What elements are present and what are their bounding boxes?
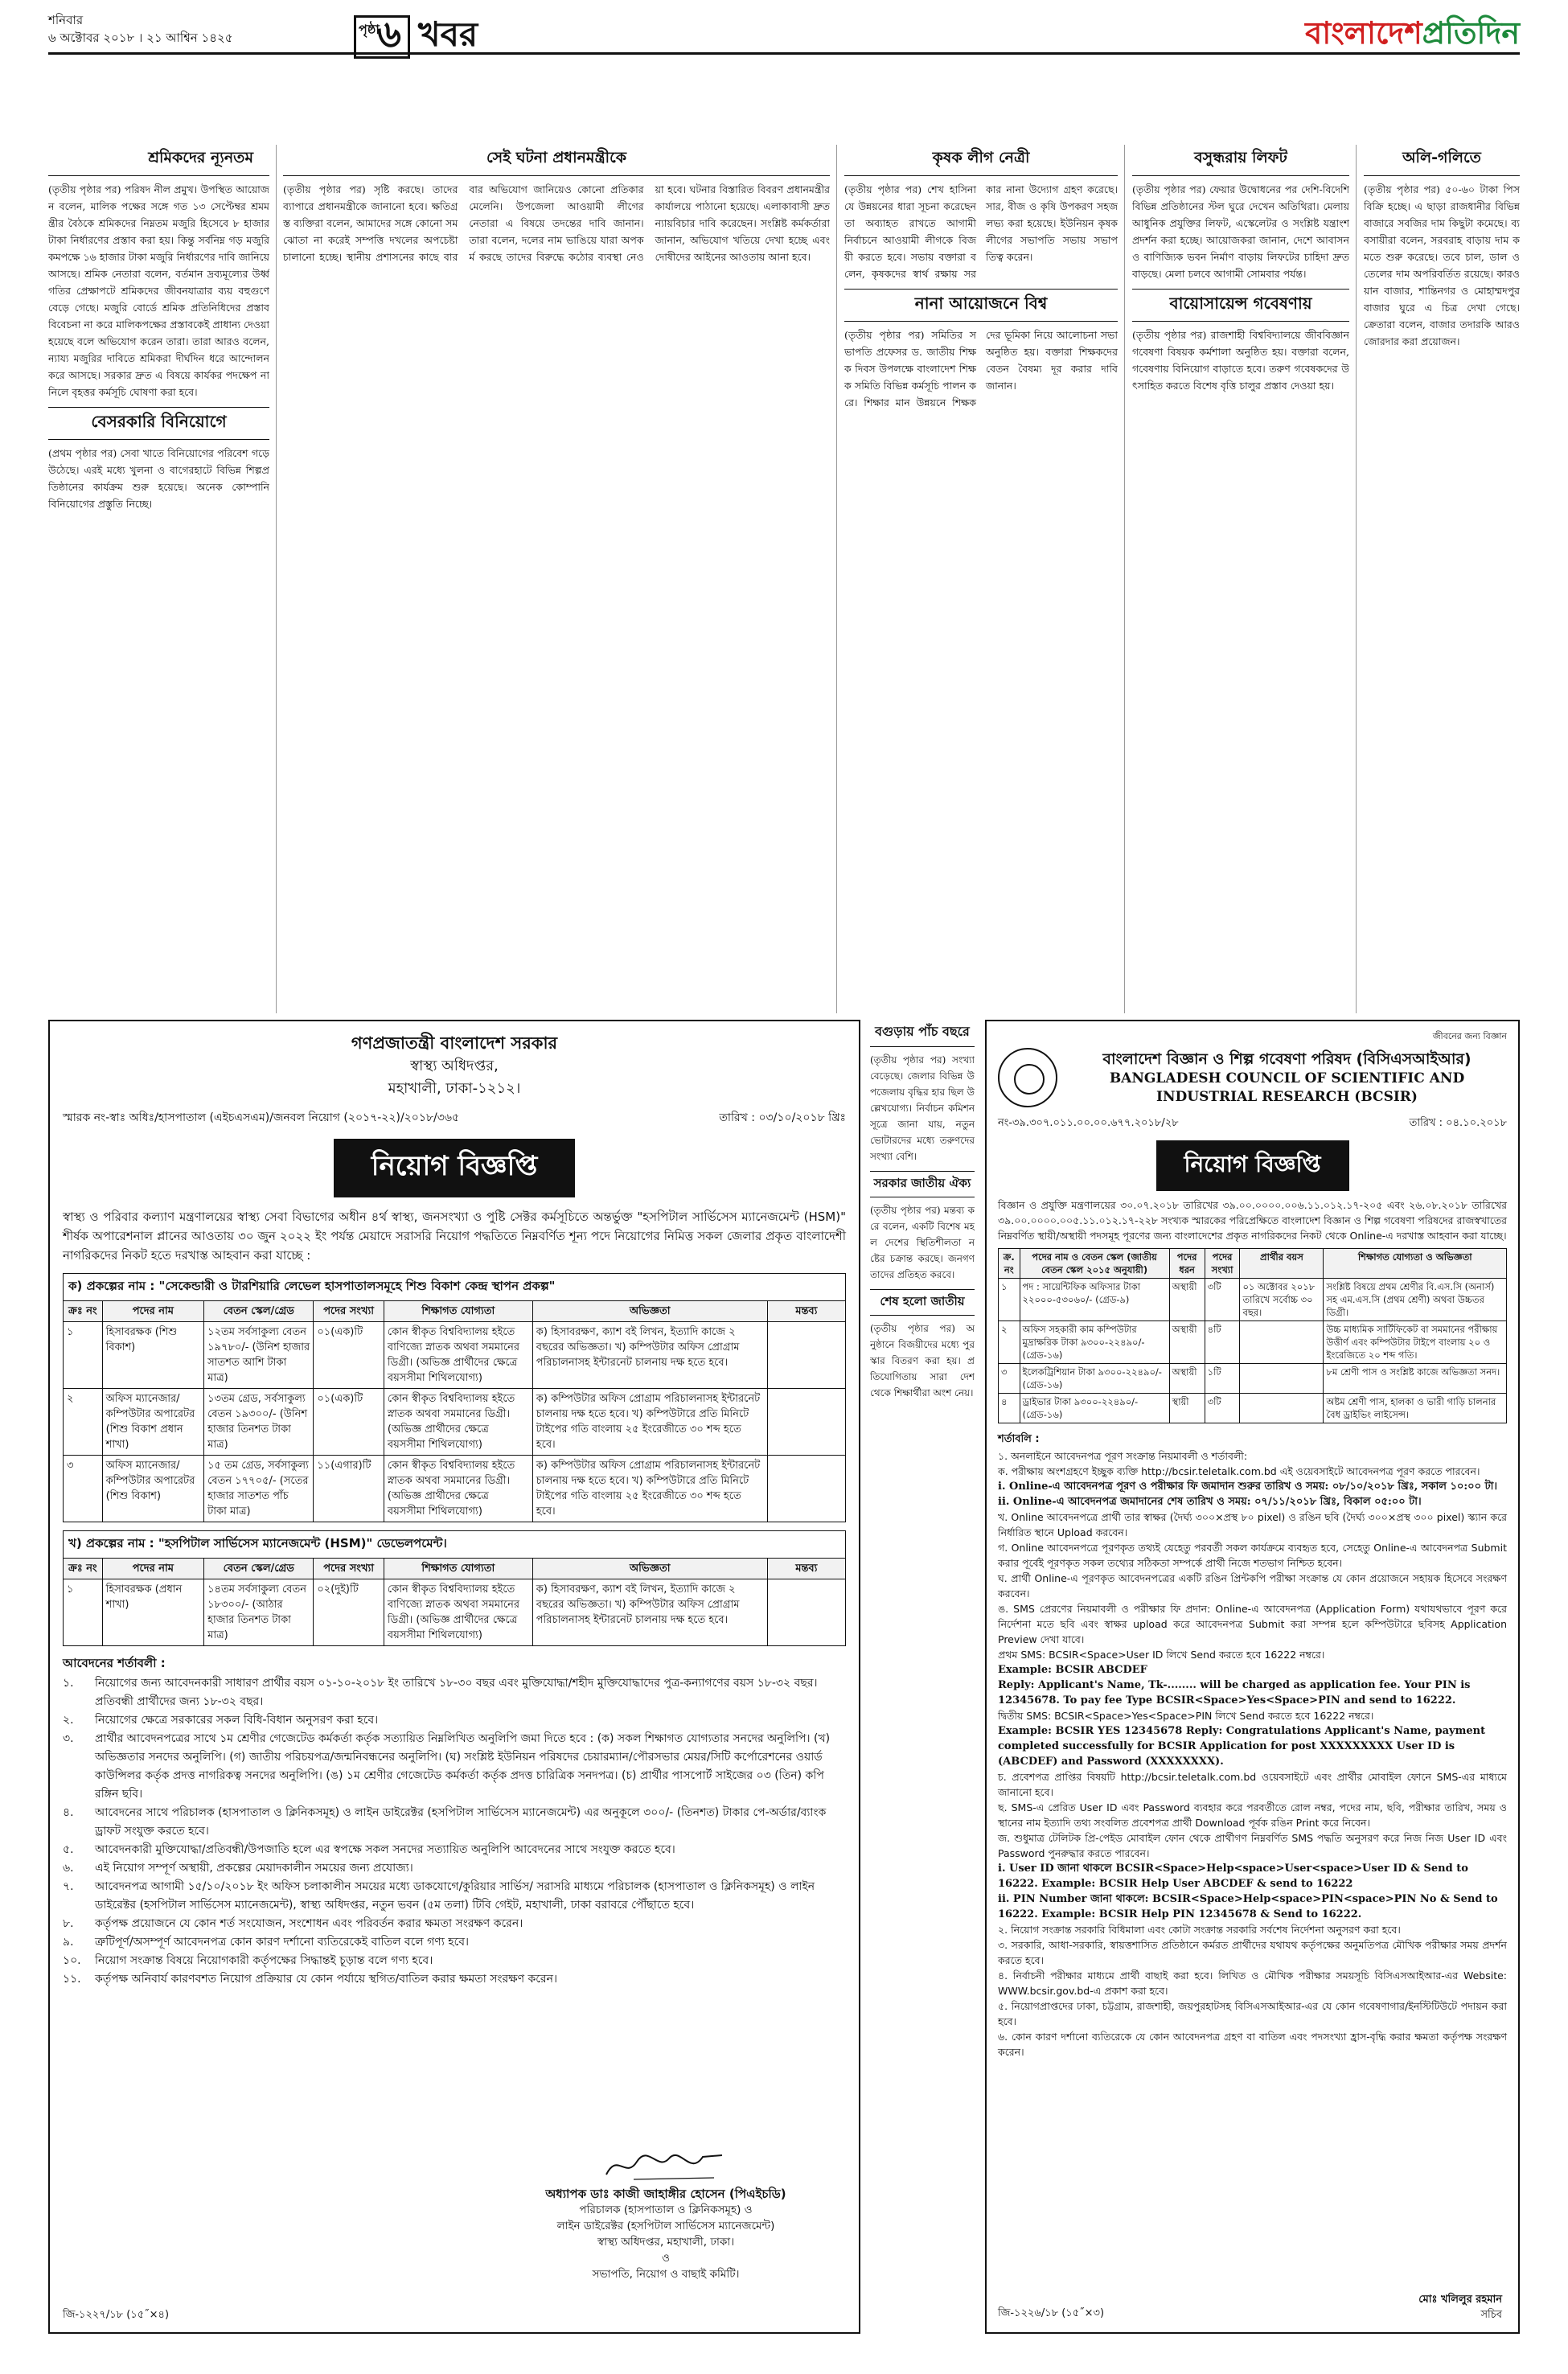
column-header: বেতন স্কেল/গ্রেড <box>204 1559 314 1579</box>
article-headline: কৃষক লীগ নেত্রী <box>844 145 1118 176</box>
cell-count: ৪টি <box>1205 1321 1240 1364</box>
ad-code: জি-১২২৭/১৮ (১৫˝×৪) <box>63 2309 170 2321</box>
cell-post: ইলেকট্রিশিয়ান টাকা ৯৩০০-২২৪৯০/- (গ্রেড-১৬) <box>1020 1364 1169 1394</box>
cell-post: অফিস ম্যানেজার/ কম্পিউটার অপারেটর (শিশু বিকাশ প্রধান শাখা) <box>102 1389 203 1456</box>
notice-banner: নিয়োগ বিজ্ঞপ্তি <box>1156 1140 1349 1191</box>
terms-item: Example: BCSIR ABCDEF <box>998 1664 1147 1676</box>
column-header: ক্রঃ নং <box>64 1301 103 1322</box>
column-header: ক্রঃ নং <box>64 1559 103 1579</box>
table-row <box>999 1364 1507 1394</box>
cell-edu: কোন স্বীকৃত বিশ্ববিদ্যালয় হইতে বাণিজ্যে স্নাতক অথবা সমমানের ডিগ্রী। (অভিজ্ঞ প্রার্থীদের ক্ষেত্রে বয়সসীমা শিথিলযোগ্য) <box>384 1322 532 1389</box>
news-article-market <box>1364 145 1520 1013</box>
cell-note <box>767 1456 845 1522</box>
terms-item: প্রথম SMS: BCSIR<Space>User ID লিখে Send করতে হবে 16222 নম্বরে। <box>998 1649 1325 1661</box>
signatory-office: স্বাস্থ্য অধিদপ্তর, মহাখালী, ঢাকা। <box>597 2236 735 2249</box>
column-header: পদের নাম ও বেতন স্কেল (জাতীয় বেতন স্কেল ২০১৫ অনুযায়ী) <box>1020 1249 1169 1279</box>
terms-item <box>63 1970 846 1989</box>
terms-number: ৬. <box>63 1862 74 1875</box>
page-number-box <box>354 11 410 59</box>
memo-date: তারিখ : ০৩/১০/২০১৮ খ্রিঃ <box>719 1111 846 1124</box>
memo-line <box>63 1108 846 1127</box>
article-body: (তৃতীয় পৃষ্ঠার পর) ফেয়ার উদ্বোধনের পর দেশি-বিদেশি বিভিন্ন প্রতিষ্ঠানের স্টল ঘুরে দেখেন অতিথিরা। মেলায় আধুনিক প্রযুক্তির লিফট, এস্কেলেটর ও সংশ্লিষ্ট যন্ত্রাংশ প্রদর্শন করা হচ্ছে। আয়োজকরা জানান, দেশে আবাসন ও বাণিজ্যিক ভবন নির্মাণ বাড়ায় লিফটের চাহিদা দ্রুত বাড়ছে। মেলা চলবে আগামী সোমবার পর্যন্ত। <box>1132 183 1349 280</box>
terms-item <box>63 1674 846 1711</box>
page-section <box>354 8 478 65</box>
cell-count: ৩টি <box>1205 1394 1240 1423</box>
signatory-committee: সভাপতি, নিয়োগ ও বাছাই কমিটি। <box>592 2268 740 2281</box>
cell-sl: ১ <box>999 1279 1020 1321</box>
news-article-wage <box>48 145 269 1013</box>
cell-age <box>1240 1394 1324 1423</box>
terms-number: ২. <box>63 1714 74 1727</box>
terms-text: নিয়োগ সংক্রান্ত বিষয়ে নিয়োগকারী কর্তৃপক্ষের সিদ্ধান্তই চূড়ান্ত বলে গণ্য হবে। <box>95 1954 433 1967</box>
terms-number: ৭. <box>63 1880 74 1893</box>
cell-type: অস্থায়ী <box>1169 1364 1205 1394</box>
cell-count: ৩টি <box>1205 1279 1240 1321</box>
signatory-name: অধ্যাপক ডাঃ কাজী জাহাঙ্গীর হোসেন (পিএইচডি) <box>545 2187 786 2201</box>
terms-item: i. User ID জানা থাকলে BCSIR<Space>Help<space>User<space>User ID & Send to 16222. Example: BCSIR Help User ABCDEF & send to 16222 <box>998 1863 1468 1890</box>
terms-item: ঘ. প্রার্থী Online-এ পূরণকৃত আবেদনপত্রের একটি রঙিন প্রিন্টকপি পরীক্ষা সংক্রান্ত যে কোন প্রয়োজনে সহায়ক হিসেবে সংরক্ষণ করবেন। <box>998 1572 1507 1600</box>
column-divider <box>1124 145 1125 1013</box>
terms-text: এই নিয়োগ সম্পূর্ণ অস্থায়ী, প্রকল্পের মেয়াদকালীন সময়ের জন্য প্রযোজ্য। <box>95 1862 413 1875</box>
news-article-pm <box>283 145 830 1013</box>
terms-item: ক. পরীক্ষায় অংশগ্রহণে ইচ্ছুক ব্যক্তি http://bcsir.teletalk.com.bd এই ওয়েবসাইটে আবেদনপত্র পূরণ করতে পারবেন। <box>998 1465 1480 1477</box>
cell-exp: ক) হিসাবরক্ষণ, ক্যাশ বই লিখন, ইত্যাদি কাজে ২ বছরের অভিজ্ঞতা। খ) কম্পিউটার অফিস প্রোগ্রাম পরিচালনাসহ ইন্টারনেট চালনায় দক্ষ হতে হবে। <box>532 1322 767 1389</box>
article-body: (তৃতীয় পৃষ্ঠার পর) শেখ হাসিনা যে উন্নয়নের ধারা সূচনা করেছেন তা অব্যাহত রাখতে আগামী নির্বাচনে আওয়ামী লীগকে বিজয়ী করতে হবে। সভায় বক্তারা বলেন, কৃষকদের স্বার্থ রক্ষায় সরকার নানা উদ্যোগ গ্রহণ করেছে। সার, বীজ ও কৃষি উপকরণ সহজলভ্য করা হয়েছে। ইউনিয়ন কৃষক লীগের সভাপতি সভায় সভাপতিত্ব করেন। <box>844 183 1118 280</box>
column-header: শিক্ষাগত যোগ্যতা <box>384 1559 532 1579</box>
terms-item <box>63 1933 846 1952</box>
terms-item: জ. শুধুমাত্র টেলিটক প্রি-পেইড মোবাইল ফোন থেকে প্রার্থীগণ নিম্নবর্ণিত SMS পদ্ধতি অনুসরণ করে নিজ নিজ User ID এবং Password পুনরুদ্ধার করতে পারবেন। <box>998 1832 1507 1859</box>
terms-number: ১১. <box>63 1973 81 1986</box>
logo-part1: বাংলাদেশ <box>1305 15 1422 51</box>
article-body: (তৃতীয় পৃষ্ঠার পর) সমিতির সভাপতি প্রফেসর ড. জাতীয় শিক্ষক দিবস উপলক্ষে বাংলাদেশ শিক্ষক সমিতি বিভিন্ন কর্মসূচি পালন করে। শিক্ষার মান উন্নয়নে শিক্ষকদের ভূমিকা নিয়ে আলোচনা সভা অনুষ্ঠিত হয়। বক্তারা শিক্ষকদের বেতন বৈষম্য দূর করার দাবি জানান। <box>844 329 1118 409</box>
terms-item: ii. PIN Number জানা থাকলে: BCSIR<Space>Help<space>PIN<space>PIN No & Send to 16222. Example: BCSIR Help PIN 12345678 & Send to 16222. <box>998 1893 1498 1920</box>
cell-note <box>767 1322 845 1389</box>
terms-item: ছ. SMS-এ প্রেরিত User ID এবং Password ব্যবহার করে পরবর্তীতে রোল নম্বর, পদের নাম, ছবি, পরীক্ষার তারিখ, সময় ও স্থানের নাম ইত্যাদি তথ্য সংবলিত প্রবেশপত্র প্রার্থী Download পূর্বক রঙিন Print করে নিবেন। <box>998 1801 1507 1829</box>
column-header: অভিজ্ঞতা <box>532 1301 767 1322</box>
job-table <box>998 1248 1507 1423</box>
terms-number: ৮. <box>63 1917 74 1930</box>
terms-text: নিয়োগের ক্ষেত্রে সরকারের সকল বিধি-বিধান অনুসরণ করা হবে। <box>95 1714 379 1727</box>
terms-item <box>63 1952 846 1970</box>
cell-edu: কোন স্বীকৃত বিশ্ববিদ্যালয় হইতে স্নাতক অথবা সমমানের ডিগ্রী। (অভিজ্ঞ প্রার্থীদের ক্ষেত্রে বয়সসীমা শিথিলযোগ্য) <box>384 1456 532 1522</box>
cell-post: হিসাবরক্ষক (প্রধান শাখা) <box>102 1579 203 1646</box>
terms-item: Reply: Applicant's Name, Tk-........ will be charged as application fee. Your PIN is 12345678. To pay fee Type BCSIR<Space>Yes<Space>PIN and send to 16222. <box>998 1679 1471 1707</box>
cell-sl: ২ <box>999 1321 1020 1364</box>
cell-sl: ৩ <box>999 1364 1020 1394</box>
ad-code: জি-১২২৬/১৮ (১৫˝×৩) <box>998 2307 1105 2319</box>
terms-number: ৫. <box>63 1843 74 1856</box>
terms-text: আবেদনের সাথে পরিচালক (হাসপাতাল ও ক্লিনিকসমূহ) ও লাইন ডাইরেক্টর (হসপিটাল সার্ভিসেস ম্যানেজমেন্ট) এর অনুকূলে ৩০০/- (তিনশত) টাকার পে-অর্ডার/ব্যাংক ড্রাফট সংযুক্ত করতে হবে। <box>95 1806 827 1838</box>
cell-age <box>1240 1321 1324 1364</box>
notice-intro: স্বাস্থ্য ও পরিবার কল্যাণ মন্ত্রণালয়ের স্বাস্থ্য সেবা বিভাগের অধীন ৪র্থ স্বাস্থ্য, জনসংখ্যা ও পুষ্টি সেক্টর কর্মসূচিতে অন্তর্ভুক্ত "হসপিটাল সার্ভিসেস ম্যানেজমেন্ট (HSM)" শীর্ষক অপারেশনাল প্লানের আওতায় ৩০ জুন ২০২২ ইং পর্যন্ত মেয়াদে সরাসরি নিয়োগ পদ্ধতিতে নিম্নবর্ণিত শূন্য পদে নিয়োগের নিমিত্ত সকল জেলার প্রকৃত বাংলাদেশী নাগরিকদের নিকট হতে দরখাস্ত আহবান করা যাচ্ছে : <box>63 1210 846 1263</box>
cell-note <box>767 1389 845 1456</box>
article-headline: শেষ হলো জাতীয় <box>870 1289 975 1316</box>
weekday: শনিবার <box>48 13 84 27</box>
terms-number: ১. <box>63 1677 74 1690</box>
column-header: মন্তব্য <box>767 1301 845 1322</box>
cell-post: ড্রাইভার টাকা ৯৩০০-২২৪৯০/- (গ্রেড-১৬) <box>1020 1394 1169 1423</box>
table-row <box>64 1322 846 1389</box>
article-headline: শ্রমিকদের ন্যূনতম <box>48 145 269 176</box>
terms-text: আবেদনকারী মুক্তিযোদ্ধা/প্রতিবন্ধী/উপজাতি হলে এর স্বপক্ষে সকল সনদের সত্যায়িত অনুলিপি আবেদনের সাথে সংযুক্ত করতে হবে। <box>95 1843 675 1856</box>
signature-scribble-icon <box>601 2147 730 2184</box>
terms-number: ১০. <box>63 1954 81 1967</box>
article-body: (তৃতীয় পৃষ্ঠার পর) অনুষ্ঠানে বিজয়ীদের মধ্যে পুরস্কার বিতরণ করা হয়। প্রতিযোগিতায় সারা দেশ থেকে শিক্ষার্থীরা অংশ নেয়। <box>870 1323 975 1399</box>
column-divider <box>1356 145 1357 1013</box>
memo-number: নং-৩৯.৩০৭.০১১.০০.০০.৬৭৭.২০১৮/২৮ <box>998 1117 1179 1129</box>
column-header: পদের সংখ্যা <box>1205 1249 1240 1279</box>
dghs-recruitment-ad <box>48 1020 860 2334</box>
cell-post: অফিস ম্যানেজার/ কম্পিউটার অপারেটর (শিশু বিকাশ) <box>102 1456 203 1522</box>
issue-date <box>48 11 232 47</box>
terms-item: চ. প্রবেশপত্র প্রাপ্তির বিষয়টি http://bcsir.teletalk.com.bd ওয়েবসাইটে এবং প্রার্থীর মোবাইল ফোনে SMS-এর মাধ্যমে জানানো হবে। <box>998 1771 1507 1798</box>
terms-item: i. Online-এ আবেদনপত্র পূরণ ও পরীক্ষার ফি জমাদান শুরুর তারিখ ও সময়: ০৮/১০/২০১৮ খ্রিঃ, সকাল ১০:০০ টা। <box>998 1481 1498 1493</box>
gov-title: গণপ্রজাতন্ত্রী বাংলাদেশ সরকার <box>351 1033 558 1053</box>
bcsir-recruitment-ad <box>985 1020 1520 2334</box>
cell-edu: কোন স্বীকৃত বিশ্ববিদ্যালয় হইতে স্নাতক অথবা সমমানের ডিগ্রী। (অভিজ্ঞ প্রার্থীদের ক্ষেত্রে বয়সসীমা শিথিলযোগ্য) <box>384 1389 532 1456</box>
cell-scale: ১৩তম গ্রেড, সর্বসাকুল্য বেতন ১৯৩০০/- (উনিশ হাজার তিনশত টাকা মাত্র) <box>204 1389 314 1456</box>
page-label: পৃষ্ঠা <box>359 21 380 37</box>
terms-title: শর্তাবলি : <box>998 1433 1040 1445</box>
signatory-title: পরিচালক (হাসপাতাল ও ক্লিনিকসমূহ) ও <box>579 2204 753 2216</box>
cell-type: অস্থায়ী <box>1169 1321 1205 1364</box>
column-divider <box>276 145 277 1013</box>
terms-item <box>63 1841 846 1859</box>
cell-sl: ১ <box>64 1322 103 1389</box>
column-header: পদের ধরন <box>1169 1249 1205 1279</box>
cell-age <box>1240 1364 1324 1394</box>
cell-edu: কোন স্বীকৃত বিশ্ববিদ্যালয় হইতে বাণিজ্যে স্নাতক অথবা সমমানের ডিগ্রী। (অভিজ্ঞ প্রার্থীদের ক্ষেত্রে বয়সসীমা শিথিলযোগ্য) <box>384 1579 532 1646</box>
cell-count: ০২(দুই)টি <box>314 1579 384 1646</box>
article-headline: বসুন্ধরায় লিফট <box>1132 145 1349 176</box>
article-headline: বায়োসায়েন্স গবেষণায় <box>1132 289 1349 322</box>
table-row <box>999 1279 1507 1321</box>
cell-sl: ২ <box>64 1389 103 1456</box>
signature-block <box>505 2147 827 2282</box>
column-header: অভিজ্ঞতা <box>532 1559 767 1579</box>
terms-item: ১. অনলাইনে আবেদনপত্র পূরণ সংক্রান্ত নিয়মাবলী ও শর্তাবলী: <box>998 1450 1248 1462</box>
signature-block <box>1418 2292 1502 2323</box>
terms-text: কর্তৃপক্ষ প্রয়োজনে যে কোন শর্ত সংযোজন, সংশোধন এবং পরিবর্তন করার ক্ষমতা সংরক্ষণ করেন। <box>95 1917 523 1930</box>
terms-text: প্রার্থীর আবেদনপত্রের সাথে ১ম শ্রেণীর গেজেটেড কর্মকর্তা কর্তৃক সত্যায়িত নিম্নলিখিত অনুলিপি জমা দিতে হবে : (ক) সকল শিক্ষাগত যোগ্যতার সনদের অনুলিপি। (খ) অভিজ্ঞতার সনদের অনুলিপি। (গ) জাতীয় পরিচয়পত্র/জন্মনিবন্ধনের অনুলিপি। (ঘ) সংশ্লিষ্ট ইউনিয়ন পরিষদের চেয়ারম্যান/পৌরসভার মেয়র/সিটি কর্পোরেশনের ওয়ার্ড কাউন্সিলর কর্তৃক প্রদত্ত নাগরিকত্ব সনদের অনুলিপি। (ঙ) ১ম শ্রেণীর গেজেটেড কর্মকর্তা কর্তৃক প্রদত্ত চারিত্রিক সনদপত্র। (চ) প্রার্থীর পাসপোর্ট সাইজের ০৩ (তিন) কপি রঙ্গিন ছবি। <box>95 1732 831 1801</box>
column-header: পদের নাম <box>102 1559 203 1579</box>
terms-item: ii. Online-এ আবেদনপত্র জমাদানের শেষ তারিখ ও সময়: ০৭/১১/২০১৮ খ্রিঃ, বিকাল ০৫:০০ টা। <box>998 1496 1422 1508</box>
bcsir-logo-icon <box>998 1048 1057 1107</box>
terms-item: দ্বিতীয় SMS: BCSIR<Space>Yes<Space>PIN লিখে Send করতে হবে 16222 নম্বরে। <box>998 1710 1374 1722</box>
article-headline: নানা আয়োজনে বিশ্ব <box>844 289 1118 322</box>
terms-list <box>998 1448 1507 2060</box>
terms-item <box>63 1859 846 1878</box>
article-body: (তৃতীয় পৃষ্ঠার পর) মন্তব্য করে বলেন, একটি বিশেষ মহল দেশের স্থিতিশীলতা নষ্টের চক্রান্ত করছে। জনগণ তাদের প্রতিহত করবে। <box>870 1205 975 1280</box>
signature-mark <box>505 2147 827 2186</box>
article-headline: অলি-গলিতে <box>1364 145 1520 176</box>
table-header <box>999 1249 1507 1279</box>
column-divider <box>836 145 837 1013</box>
memo-date: তারিখ : ০৪.১০.২০১৮ <box>1409 1117 1507 1129</box>
cell-post: পদ : সায়েন্টিফিক অফিসার টাকা ২২০০০-৫৩০৬০/- (গ্রেড-৯) <box>1020 1279 1169 1321</box>
terms-item: ৫. নিয়োগপ্রাপ্তদের ঢাকা, চট্টগ্রাম, রাজশাহী, জয়পুরহাটসহ বিসিএসআইআর-এর যে কোন গবেষণাগার/ইনস্টিটিউটে পদায়ন করা হবে। <box>998 2000 1507 2027</box>
column-header: পদের নাম <box>102 1301 203 1322</box>
terms-item: ৩. সরকারি, আধা-সরকারি, স্বায়ত্তশাসিত প্রতিষ্ঠানে কর্মরত প্রার্থীদের যথাযথ কর্তৃপক্ষের অনুমতিপত্র মৌখিক পরীক্ষার সময় প্রদর্শন করতে হবে। <box>998 1939 1507 1966</box>
article-body: (তৃতীয় পৃষ্ঠার পর) ৫০-৬০ টাকা পিস বিক্রি হচ্ছে। এ ছাড়া রাজধানীর বিভিন্ন বাজারে সবজির দাম কিছুটা কমেছে। ব্যবসায়ীরা বলেন, সরবরাহ বাড়ায় দাম কমতে শুরু করেছে। তবে চাল, ডাল ও তেলের দাম অপরিবর্তিত রয়েছে। কারওয়ান বাজার, শান্তিনগর ও মোহাম্মদপুর বাজার ঘুরে এ চিত্র দেখা গেছে। ক্রেতারা বলেন, বাজার তদারকি আরও জোরদার করা প্রয়োজন। <box>1364 183 1520 347</box>
table-row <box>64 1579 846 1646</box>
terms-number: ৯. <box>63 1936 74 1949</box>
signatory-name: মোঃ খলিলুর রহমান <box>1418 2294 1502 2306</box>
cell-count: ১১(এগার)টি <box>314 1456 384 1522</box>
bcsir-header <box>998 1048 1507 1107</box>
terms-text: কর্তৃপক্ষ অনিবার্য কারণবশত নিয়োগ প্রক্রিয়ার যে কোন পর্যায়ে স্থগিত/বাতিল করার ক্ষমতা সংরক্ষণ করেন। <box>95 1973 557 1986</box>
notice-intro: বিজ্ঞান ও প্রযুক্তি মন্ত্রণালয়ের ৩০.০৭.২০১৮ তারিখের ৩৯.০০.০০০০.০০৬.১১.০১২.১৭-২০৫ এবং ২৬.০৮.২০১৮ তারিখের ৩৯.০০.০০০০.০০৫.১১.০১২.১৭-২২৮ সংখ্যক স্মারকের পরিপ্রেক্ষিতে বাংলাদেশ বিজ্ঞান ও শিল্প গবেষণা পরিষদের রাজস্বখাতের নিম্নবর্ণিত স্থায়ী/অস্থায়ী পদসমূহ পূরণের জন্য বাংলাদেশের প্রকৃত নাগরিকদের নিকট থেকে Online-এ দরখাস্ত আহবান করা যাচ্ছে। <box>998 1199 1507 1242</box>
cell-type: অস্থায়ী <box>1169 1279 1205 1321</box>
cell-type: স্থায়ী <box>1169 1394 1205 1423</box>
cell-edu: অষ্টম শ্রেণী পাস, হালকা ও ভারী গাড়ি চালনার বৈধ ড্রাইভিং লাইসেন্স। <box>1324 1394 1507 1423</box>
terms-text: আবেদনপত্র আগামী ১৫/১০/২০১৮ ইং অফিস চলাকালীন সময়ের মধ্যে ডাকযোগে/কুরিয়ার সার্ভিস/ সরাসরি মাধ্যমে পরিচালক (হাসপাতাল ও ক্লিনিকসমূহ) ও লাইন ডাইরেক্টর (হসপিটাল সার্ভিসেস ম্যানেজমেন্ট), স্বাস্থ্য অধিদপ্তর, নতুন ভবন (৫ম তলা) টিবি গেইট, মহাখালী, ঢাকা বরাবরে পৌঁছাতে হবে। <box>95 1880 815 1912</box>
terms-item: ৬. কোন কারণ দর্শানো ব্যতিরেকে যে কোন আবেদনপত্র গ্রহণ বা বাতিল এবং পদসংখ্যা হ্রাস-বৃদ্ধি করার ক্ষমতা কর্তৃপক্ষ সংরক্ষণ করেন। <box>998 2031 1507 2058</box>
terms-item <box>63 1730 846 1804</box>
masthead <box>48 5 1520 55</box>
column-header: মন্তব্য <box>767 1559 845 1579</box>
column-header: শিক্ষাগত যোগ্যতা ও অভিজ্ঞতা <box>1324 1249 1507 1279</box>
news-article-lift <box>1132 145 1349 1013</box>
job-table <box>63 1558 846 1646</box>
article-headline: বগুড়ায় পাঁচ বছরে <box>870 1020 975 1047</box>
directorate-address: মহাখালী, ঢাকা-১২১২। <box>388 1080 521 1097</box>
table-body <box>999 1279 1507 1423</box>
cell-exp: ক) কম্পিউটার অফিস প্রোগ্রাম পরিচালনাসহ ইন্টারনেট চালনায় দক্ষ হতে হবে। খ) কম্পিউটারে প্রতি মিনিটে টাইপের গতি বাংলায় ২৫ ইংরেজীতে ৩০ শব্দ হতে হবে। <box>532 1456 767 1522</box>
cell-exp: ক) কম্পিউটার অফিস প্রোগ্রাম পরিচালনাসহ ইন্টারনেট চালনায় দক্ষ হতে হবে। খ) কম্পিউটারে প্রতি মিনিটে টাইপের গতি বাংলায় ২৫ ইংরেজীতে ৩০ শব্দ হতে হবে। <box>532 1389 767 1456</box>
terms-item: খ. Online আবেদনপত্রে প্রার্থী তার স্বাক্ষর (দৈর্ঘ্য ৩০০×প্রস্থ ৮০ pixel) ও রঙিন ছবি (দৈর্ঘ্য ৩০০×প্রস্থ ৩০০ pixel) স্ক্যান করে নির্ধারিত স্থানে Upload করবেন। <box>998 1511 1507 1538</box>
logo-part2: প্রতিদিন <box>1422 15 1520 51</box>
bcsir-tagline: জীবনের জন্য বিজ্ঞান <box>1432 1031 1507 1041</box>
terms-title: আবেদনের শর্তাবলী : <box>63 1656 166 1670</box>
news-middle-column <box>870 1020 975 2334</box>
cell-edu: ৮ম শ্রেণী পাস ও সংশ্লিষ্ট কাজে অভিজ্ঞতা সনদ। <box>1324 1364 1507 1394</box>
article-headline: সেই ঘটনা প্রধানমন্ত্রীকে <box>283 145 830 176</box>
terms-item <box>63 1711 846 1730</box>
column-header: শিক্ষাগত যোগ্যতা <box>384 1301 532 1322</box>
bcsir-title-en: BANGLADESH COUNCIL OF SCIENTIFIC AND INDUSTRIAL RESEARCH (BCSIR) <box>1109 1070 1465 1105</box>
table-row <box>64 1456 846 1522</box>
column-header: পদের সংখ্যা <box>314 1559 384 1579</box>
cell-exp: ক) হিসাবরক্ষণ, ক্যাশ বই লিখন, ইত্যাদি কাজে ২ বছরের অভিজ্ঞতা। খ) কম্পিউটার অফিস প্রোগ্রাম পরিচালনাসহ ইন্টারনেট চালনায় দক্ষ হতে হবে। <box>532 1579 767 1646</box>
signatory-and: ও <box>662 2252 670 2265</box>
terms-list <box>63 1674 846 1989</box>
cell-scale: ১৫ তম গ্রেড, সর্বসাকুল্য বেতন ১৭৭০৫/- (সতের হাজার সাতশত পাঁচ টাকা মাত্র) <box>204 1456 314 1522</box>
cell-count: ১টি <box>1205 1364 1240 1394</box>
page-number: ৬ <box>377 11 401 55</box>
cell-post: হিসাবরক্ষক (শিশু বিকাশ) <box>102 1322 203 1389</box>
project-title: ক) প্রকল্পের নাম : "সেকেন্ডারী ও টারশিয়ারি লেভেল হাসপাতালসমূহে শিশু বিকাশ কেন্দ্র স্থাপন প্রকল্প" <box>63 1273 846 1300</box>
table-body <box>64 1322 846 1522</box>
cell-scale: ১৪তম সর্বসাকুল্য বেতন ১৮৩০০/- (আঠার হাজার তিনশত টাকা মাত্র) <box>204 1579 314 1646</box>
terms-item: ৪. নির্বাচনী পরীক্ষার মাধ্যমে প্রার্থী বাছাই করা হবে। লিখিত ও মৌখিক পরীক্ষার সময়সূচি বিসিএসআইআর-এর Website: WWW.bcsir.gov.bd-এ প্রকাশ করা হবে। <box>998 1969 1507 1997</box>
project-title: খ) প্রকল্পের নাম : "হসপিটাল সার্ভিসেস ম্যানেজমেন্ট (HSM)" ডেভেলপমেন্ট। <box>63 1530 846 1558</box>
terms-item <box>63 1878 846 1915</box>
section-title: খবর <box>418 14 478 54</box>
cell-age: ০১ অক্টোবর ২০১৮ তারিখে সর্বোচ্চ ৩০ বছর। <box>1240 1279 1324 1321</box>
cell-sl: ৩ <box>64 1456 103 1522</box>
news-columns <box>48 145 1520 1013</box>
job-table <box>63 1300 846 1522</box>
table-header <box>64 1301 846 1322</box>
table-row <box>999 1321 1507 1364</box>
memo-line <box>998 1115 1507 1132</box>
terms-item: Example: BCSIR YES 12345678 Reply: Congratulations Applicant's Name, payment completed successfully for BCSIR Application for post XXXXXXXXX User ID is (ABCDEF) and Password (XXXXXXXX). <box>998 1725 1486 1768</box>
newspaper-logo <box>1305 10 1520 61</box>
table-row <box>64 1389 846 1456</box>
article-headline: সরকার জাতীয় ঐক্য <box>870 1171 975 1197</box>
cell-scale: ১২তম সর্বসাকুল্য বেতন ১৯৭৮০/- (উনিশ হাজার সাতশত আশি টাকা মাত্র) <box>204 1322 314 1389</box>
cell-note <box>767 1579 845 1646</box>
cell-sl: ১ <box>64 1579 103 1646</box>
terms-text: নিয়োগের জন্য আবেদনকারী সাধারণ প্রার্থীর বয়স ০১-১০-২০১৮ ইং তারিখে ১৮-৩০ বছর এবং মুক্তিযোদ্ধা/শহীদ মুক্তিযোদ্ধাদের পুত্র-কন্যাগণের বয়স ১৮-৩২ বছর। প্রতিবন্ধী প্রার্থীদের জন্য ১৮-৩২ বছর। <box>95 1677 818 1708</box>
terms-number: ৩. <box>63 1732 74 1745</box>
cell-count: ০১(এক)টি <box>314 1389 384 1456</box>
notice-banner: নিয়োগ বিজ্ঞপ্তি <box>334 1139 575 1197</box>
article-body: (তৃতীয় পৃষ্ঠার পর) পরিষদ নীল প্রমুখ। উপস্থিত আয়োজন বলেন, মালিক পক্ষের সঙ্গে গত ১৩ সেপ্টেম্বর শ্রমমন্ত্রীর বৈঠকে শ্রমিকদের নিম্নতম মজুরি হিসেবে ৮ হাজার টাকা নির্ধারণের প্রস্তাব করা হয়। কিন্তু সর্বনিম্ন গড় মজুরি কমপক্ষে ১৬ হাজার টাকা মজুরি নির্ধারণের দাবি জানিয়ে আসছে। শ্রমিক নেতারা বলেন, বর্তমান দ্রব্যমূল্যের উর্ধ্বগতির প্রেক্ষাপটে শ্রমিকদের জীবনযাত্রার ব্যয় বহুগুণে বেড়ে গেছে। মজুরি বোর্ডে শ্রমিক প্রতিনিধিদের প্রস্তাব বিবেচনা না করে মালিকপক্ষের প্রস্তাবকেই প্রাধান্য দেওয়া হয়েছে বলে অভিযোগ করেন তারা। তারা আরও বলেন, ন্যায্য মজুরির দাবিতে শ্রমিকরা দীর্ঘদিন ধরে আন্দোলন করে আসছে। সরকার দ্রুত এ বিষয়ে কার্যকর পদক্ষেপ না নিলে বৃহত্তর কর্মসূচি ঘোষণা করা হবে। <box>48 183 269 398</box>
terms-text: ত্রুটিপূর্ণ/অসম্পূর্ণ আবেদনপত্র কোন কারণ দর্শানো ব্যতিরেকেই বাতিল বলে গণ্য হবে। <box>95 1936 470 1949</box>
column-header: প্রার্থীর বয়স <box>1240 1249 1324 1279</box>
cell-edu: উচ্চ মাধ্যমিক সার্টিফিকেট বা সমমানের পরীক্ষায় উত্তীর্ণ এবং কম্পিউটার টাইপে বাংলায় ২০ ও ইংরেজিতে ২০ শব্দ গতি। <box>1324 1321 1507 1364</box>
signatory-title: লাইন ডাইরেক্টর (হসপিটাল সার্ভিসেস ম্যানেজমেন্ট) <box>556 2220 775 2232</box>
directorate-name: স্বাস্থ্য অধিদপ্তর, <box>410 1058 499 1074</box>
column-header: বেতন স্কেল/গ্রেড <box>204 1301 314 1322</box>
article-body: (তৃতীয় পৃষ্ঠার পর) রাজশাহী বিশ্ববিদ্যালয়ে জীববিজ্ঞান গবেষণা বিষয়ক কর্মশালা অনুষ্ঠিত হয়। বক্তারা বলেন, গবেষণায় বিনিয়োগ বাড়াতে হবে। তরুণ গবেষকদের উৎসাহিত করতে বিশেষ বৃত্তি চালুর প্রস্তাব দেওয়া হয়। <box>1132 329 1349 392</box>
cell-count: ০১(এক)টি <box>314 1322 384 1389</box>
table-body <box>64 1579 846 1646</box>
terms-item <box>63 1804 846 1841</box>
cell-post: অফিস সহকারী কাম কম্পিউটার মুদ্রাক্ষরিক টাকা ৯৩০০-২২৪৯০/- (গ্রেড-১৬) <box>1020 1321 1169 1364</box>
terms-number: ৪. <box>63 1806 74 1819</box>
table-header <box>64 1559 846 1579</box>
terms-item: ঙ. SMS প্রেরণের নিয়মাবলী ও পরীক্ষার ফি প্রদান: Online-এ আবেদনপত্র (Application Form) যথাযথভাবে পূরণ করে নির্দেশনা মতে ছবি এবং স্বাক্ষর upload করে আবেদনপত্র Submit করা সম্পন্ন হলে কম্পিউটারে ছবিসহ Application Preview দেখা যাবে। <box>998 1603 1507 1645</box>
terms-item: গ. Online আবেদনপত্রে পূরণকৃত তথ্যই যেহেতু পরবর্তী সকল কার্যক্রমে ব্যবহৃত হবে, সেহেতু Online-এ আবেদনপত্র Submit করার পূর্বেই পূরণকৃত সকল তথ্যের সঠিকতা সম্পর্কে প্রার্থী নিজে শতভাগ নিশ্চিত হবেন। <box>998 1542 1507 1569</box>
article-body: (প্রথম পৃষ্ঠার পর) সেবা খাতে বিনিয়োগের পরিবেশ গড়ে উঠেছে। এরই মধ্যে খুলনা ও বাগেরহাটে বিভিন্ন শিল্পপ্রতিষ্ঠানের কার্যক্রম শুরু হয়েছে। অনেক কোম্পানি বিনিয়োগের প্রস্তুতি নিচ্ছে। <box>48 447 269 510</box>
terms-item: ২. নিয়োগ সংক্রান্ত সরকারি বিধিমালা এবং কোটা সংক্রান্ত সরকারি সর্বশেষ নির্দেশনা অনুসরণ করা হবে। <box>998 1924 1401 1936</box>
date-line: ৬ অক্টোবর ২০১৮ । ২১ আশ্বিন ১৪২৫ <box>48 31 233 45</box>
signatory-title: সচিব <box>1480 2309 1502 2321</box>
article-headline: বেসরকারি বিনিয়োগে <box>48 407 269 440</box>
column-header: পদের সংখ্যা <box>314 1301 384 1322</box>
article-body: (তৃতীয় পৃষ্ঠার পর) সংখ্যা বেড়েছে। জেলার বিভিন্ন উপজেলায় বৃদ্ধির হার ছিল উল্লেখযোগ্য। নির্বাচন কমিশন সূত্রে জানা যায়, নতুন ভোটারদের মধ্যে তরুণদের সংখ্যা বেশি। <box>870 1054 975 1162</box>
cell-edu: সংশ্লিষ্ট বিষয়ে প্রথম শ্রেণীর বি.এস.সি (অনার্স) সহ এম.এস.সি (প্রথম শ্রেণী) অথবা উচ্চতর ডিগ্রী। <box>1324 1279 1507 1321</box>
cell-sl: ৪ <box>999 1394 1020 1423</box>
memo-number: স্মারক নং-স্বাঃ অধিঃ/হাসপাতাল (এইচএসএম)/জনবল নিয়োগ (২০১৭-২২)/২০১৮/৩৬৫ <box>63 1111 460 1124</box>
news-article-krishak <box>844 145 1118 1013</box>
bcsir-title-bn: বাংলাদেশ বিজ্ঞান ও শিল্প গবেষণা পরিষদ (বিসিএসআইআর) <box>1102 1050 1472 1068</box>
terms-item <box>63 1915 846 1933</box>
bcsir-titles <box>1067 1049 1507 1107</box>
article-body: (তৃতীয় পৃষ্ঠার পর) সৃষ্টি করছে। তাদের ব্যাপারে প্রধানমন্ত্রীকে জানানো হবে। ক্ষতিগ্রস্ত ব্যক্তিরা বলেন, আমাদের সঙ্গে কোনো সমঝোতা না করেই সম্পত্তি দখলের অপচেষ্টা চালানো হচ্ছে। স্থানীয় প্রশাসনের কাছে বারবার অভিযোগ জানিয়েও কোনো প্রতিকার মেলেনি। উপজেলা আওয়ামী লীগের নেতারা এ বিষয়ে তদন্তের দাবি জানান। তারা বলেন, দলের নাম ভাঙিয়ে যারা অপকর্ম করছে তাদের বিরুদ্ধে কঠোর ব্যবস্থা নেওয়া হবে। ঘটনার বিস্তারিত বিবরণ প্রধানমন্ত্রীর কার্যালয়ে পাঠানো হয়েছে। এলাকাবাসী দ্রুত ন্যায়বিচার দাবি করেছেন। সংশ্লিষ্ট কর্মকর্তারা জানান, অভিযোগ খতিয়ে দেখা হচ্ছে এবং দোষীদের আইনের আওতায় আনা হবে। <box>283 183 830 263</box>
table-row <box>999 1394 1507 1423</box>
column-header: ক্র. নং <box>999 1249 1020 1279</box>
